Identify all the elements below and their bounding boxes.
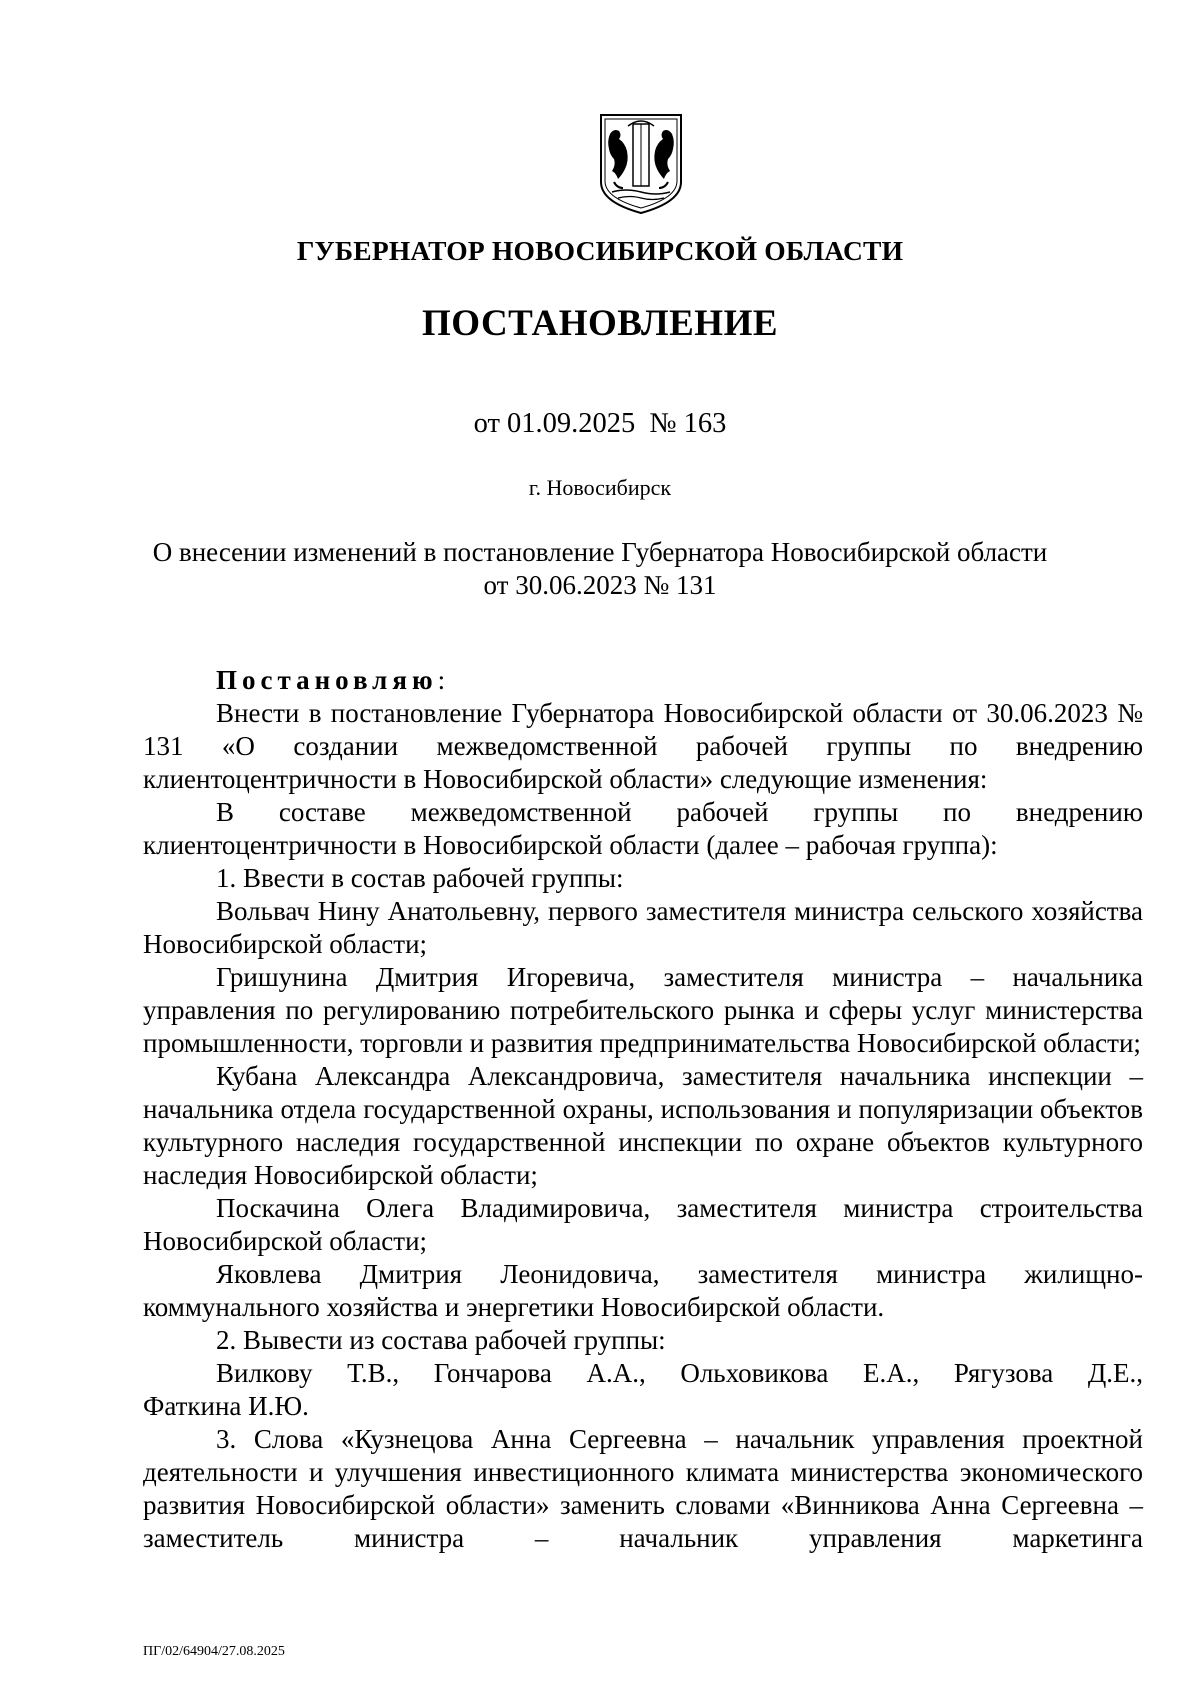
body-paragraph-3: 1. Ввести в состав рабочей группы: [216,863,624,893]
issuing-authority: ГУБЕРНАТОР НОВОСИБИРСКОЙ ОБЛАСТИ [296,235,904,266]
body-paragraph-7: Поскачина Олега Владимировича, заместителя министра строительства Новосибирской области; [143,1193,1143,1256]
body-paragraph-4: Вольвач Нину Анатольевну, первого заместителя министра сельского хозяйства Новосибирской области; [143,896,1143,959]
document-subject [150,536,1050,602]
document-number: № 163 [649,408,727,439]
body-paragraph-5: Гришунина Дмитрия Игоревича, заместителя министра – начальника управления по регулированию потребительского рынка и сферы услуг министерства промышленности, торговли и развития предпринимательства Новосибирской области; [143,962,1143,1058]
resolve-colon: : [437,665,446,695]
subject-line-1: О внесении изменений в постановление Губернатора Новосибирской области [152,537,1048,567]
document-body [143,664,1143,1555]
document-date-number [0,408,1200,440]
body-paragraph-2: В составе межведомственной рабочей группы по внедрению клиентоцентричности в Новосибирской области (далее – рабочая группа): [143,797,1143,860]
removed-members-line-2: Фаткина И.Ю. [143,1391,309,1421]
document-registration-code: ПГ/02/64904/27.08.2025 [143,1644,285,1659]
resolve-word: Постановляю [216,665,438,695]
coat-of-arms-emblem-icon [598,112,684,216]
document-type-title: ПОСТАНОВЛЕНИЕ [421,303,779,344]
document-date: от 01.09.2025 [473,408,636,439]
issue-city: г. Новосибирск [528,475,672,500]
resolve-heading [143,664,1143,697]
removed-members-line: Вилкову Т.В., Гончарова А.А., Ольховикова Е.А., Рягузова Д.Е., [216,1358,1143,1388]
body-paragraph-6: Кубана Александра Александровича, заместителя начальника инспекции – начальника отдела государственной охраны, использования и популяризации объектов культурного наследия государственной инспекции по охране объектов культурного наследия Новосибирской области; [143,1061,1143,1190]
body-paragraph-9: 2. Вывести из состава рабочей группы: [216,1325,666,1355]
body-paragraph-1: Внести в постановление Губернатора Новосибирской области от 30.06.2023 № 131 «О создании межведомственной рабочей группы по внедрению клиентоцентричности в Новосибирской области» следующие изменения: [143,698,1143,794]
body-paragraph-8: Яковлева Дмитрия Леонидовича, заместителя министра жилищно-коммунального хозяйства и энергетики Новосибирской области. [143,1259,1143,1322]
subject-line-2: от 30.06.2023 № 131 [483,570,717,600]
body-paragraph-11: 3. Слова «Кузнецова Анна Сергеевна – начальник управления проектной деятельности и улучшения инвестиционного климата министерства экономического развития Новосибирской области» заменить словами «Винникова Анна Сергеевна – заместитель министра – начальник управления маркетинга [143,1424,1143,1553]
